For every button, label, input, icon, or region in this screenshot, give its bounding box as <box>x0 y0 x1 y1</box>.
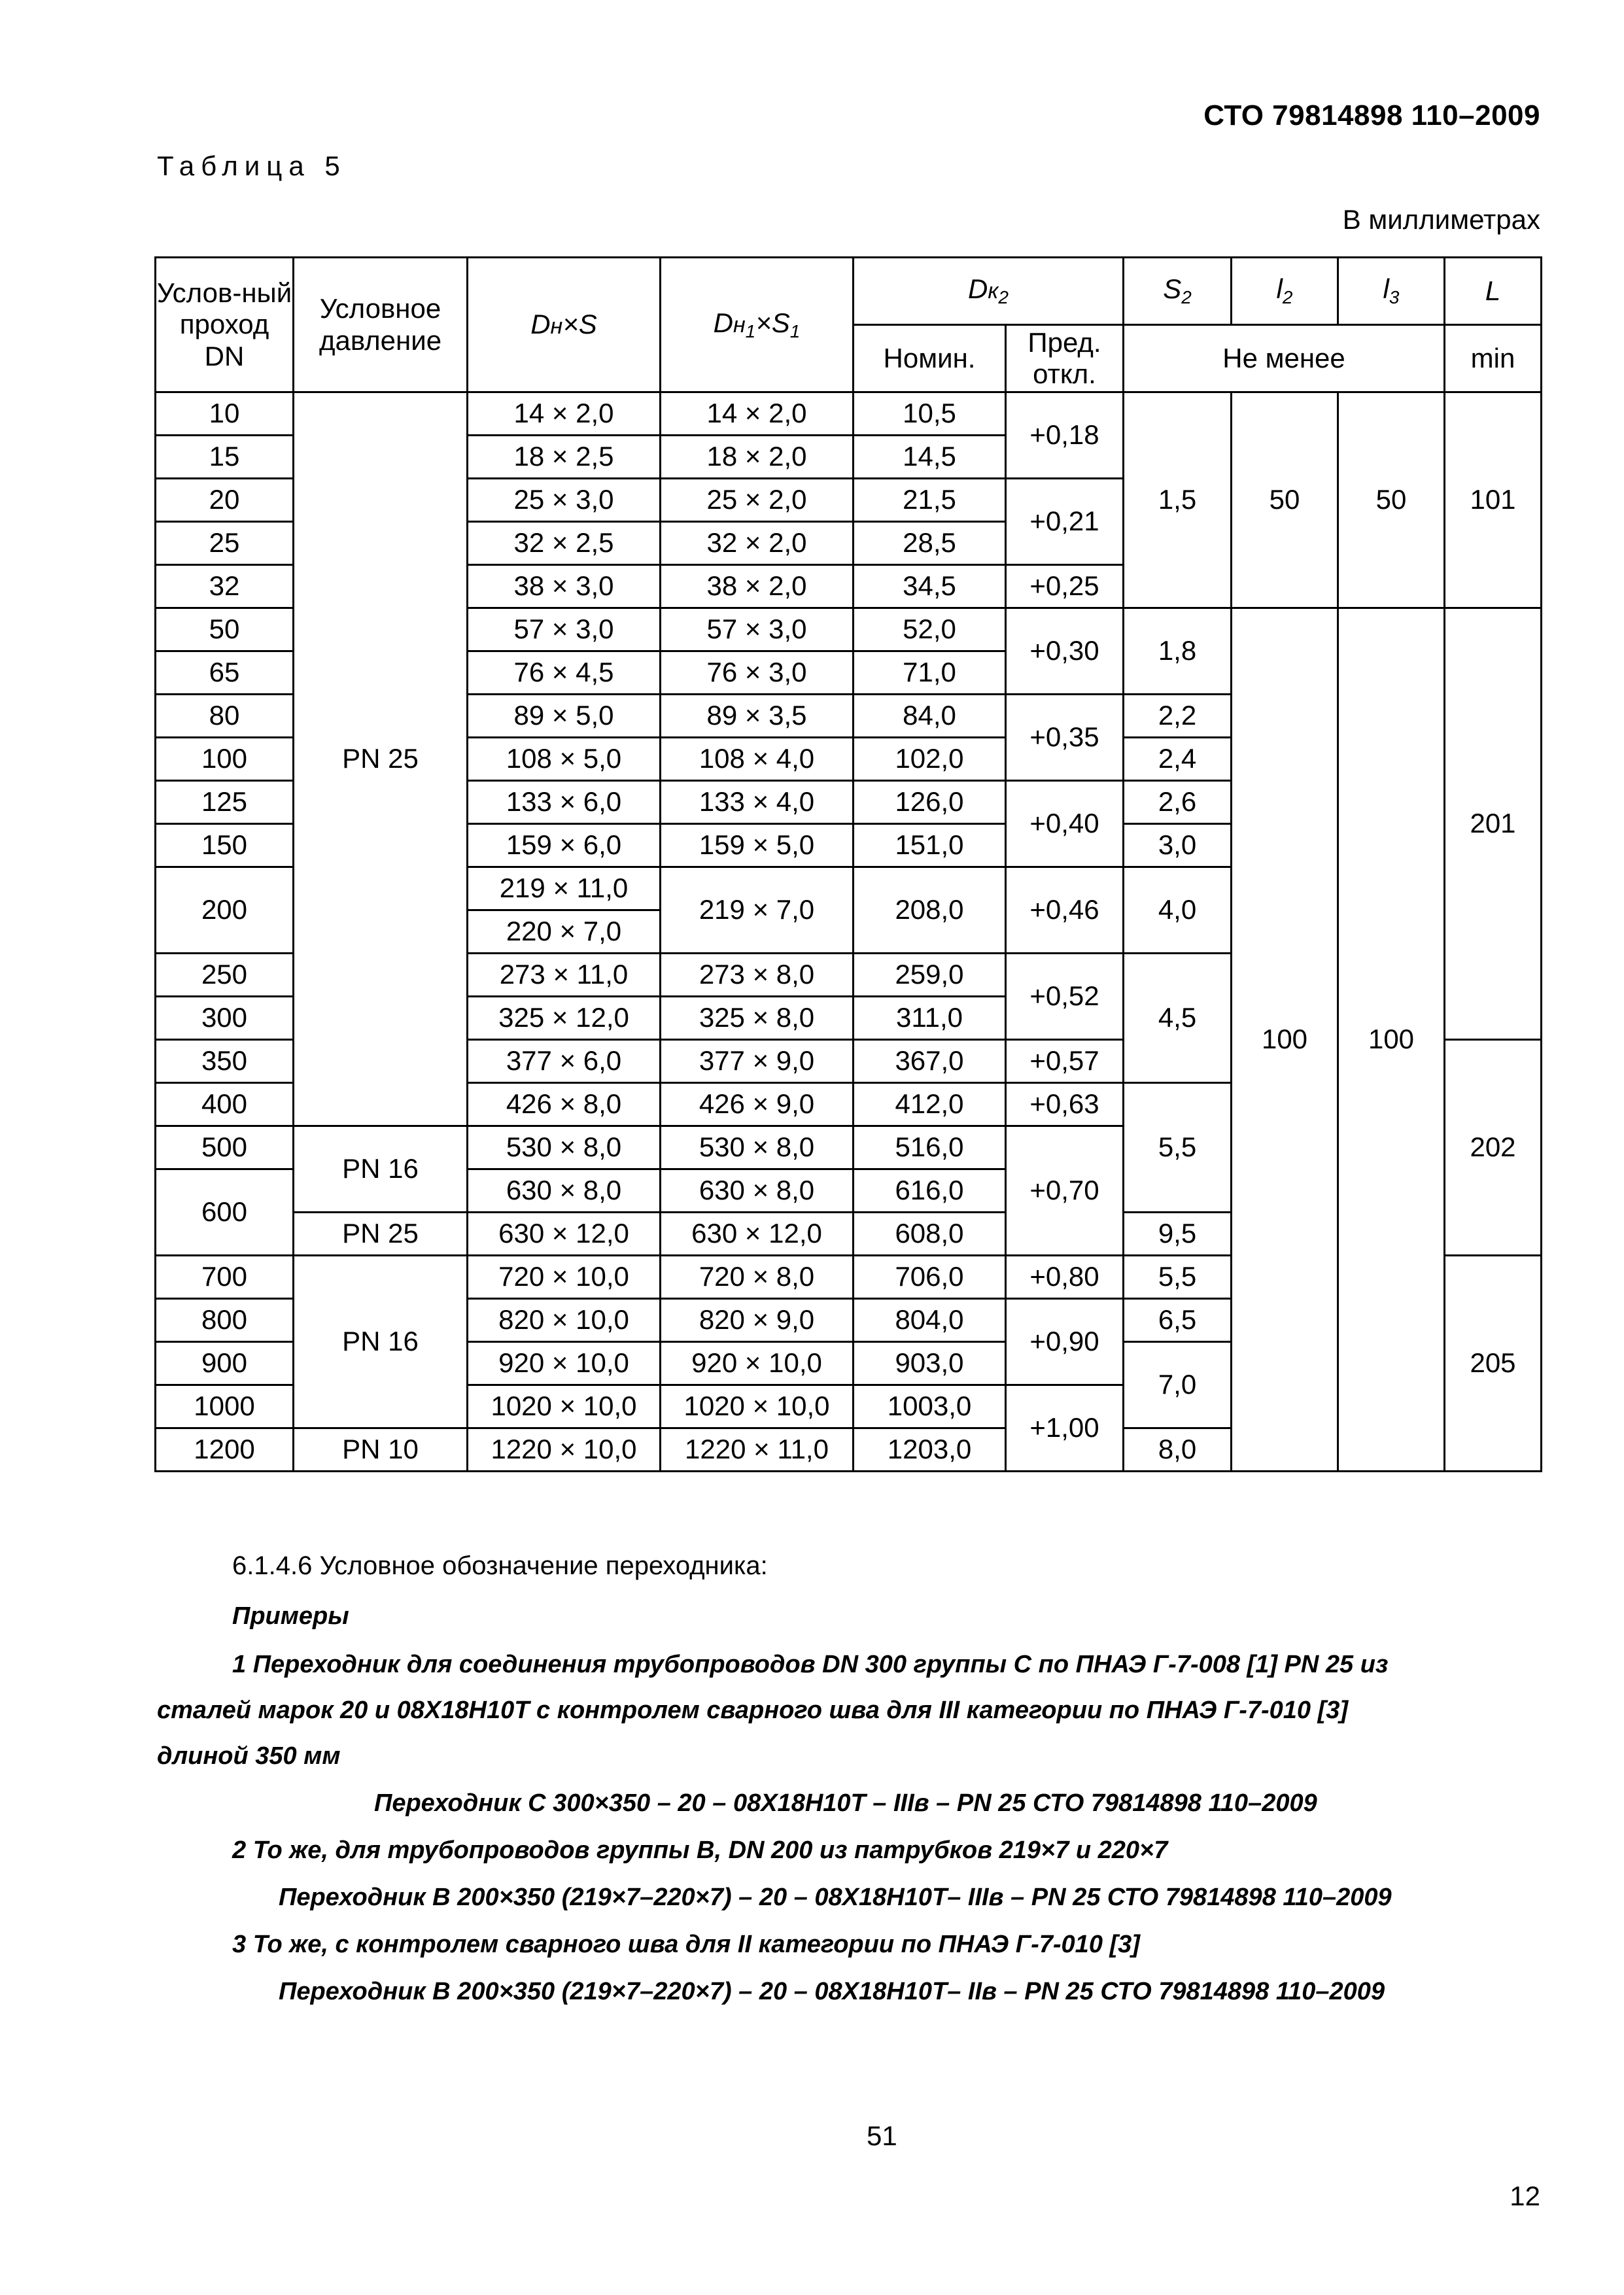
cell-dns: 14 × 2,0 <box>468 392 661 436</box>
cell-dn1s1: 32 × 2,0 <box>661 522 854 565</box>
clause-text: 6.1.4.6 Условное обозначение переходника: <box>232 1551 768 1580</box>
cell-nominal: 259,0 <box>854 954 1006 997</box>
dimensions-table <box>154 256 1542 1472</box>
header-min: min <box>1445 325 1542 392</box>
cell-pressure: PN 16 <box>294 1256 468 1428</box>
cell-dns: 273 × 11,0 <box>468 954 661 997</box>
cell-dn: 32 <box>156 565 294 608</box>
cell-nominal: 616,0 <box>854 1169 1006 1213</box>
cell-dn: 900 <box>156 1342 294 1385</box>
cell-deviation: +0,80 <box>1006 1256 1124 1299</box>
cell-dns: 25 × 3,0 <box>468 479 661 522</box>
table-caption: Таблица 5 <box>157 150 347 181</box>
cell-l2: 100 <box>1232 608 1338 1472</box>
cell-dn: 250 <box>156 954 294 997</box>
cell-dn1s1: 630 × 12,0 <box>661 1213 854 1256</box>
cell-dn: 500 <box>156 1126 294 1169</box>
cell-nominal: 21,5 <box>854 479 1006 522</box>
cell-dns: 89 × 5,0 <box>468 695 661 738</box>
cell-dn: 150 <box>156 824 294 867</box>
cell-dns: 219 × 11,0 <box>468 867 661 910</box>
cell-dns: 1020 × 10,0 <box>468 1385 661 1428</box>
cell-dn: 600 <box>156 1169 294 1256</box>
cell-nominal: 84,0 <box>854 695 1006 738</box>
cell-dn: 50 <box>156 608 294 651</box>
cell-s2: 4,5 <box>1124 954 1232 1083</box>
cell-dn1s1: 14 × 2,0 <box>661 392 854 436</box>
sheet-number: 12 <box>1510 2181 1540 2211</box>
cell-dns: 32 × 2,5 <box>468 522 661 565</box>
cell-nominal: 412,0 <box>854 1083 1006 1126</box>
cell-nominal: 52,0 <box>854 608 1006 651</box>
cell-dn1s1: 720 × 8,0 <box>661 1256 854 1299</box>
cell-l3: 50 <box>1338 392 1445 608</box>
cell-deviation: +0,52 <box>1006 954 1124 1040</box>
cell-s2: 1,8 <box>1124 608 1232 695</box>
example-3-designation: Переходник В 200×350 (219×7–220×7) – 20 – 08Х18Н10Т– IIв – PN 25 СТО 79814898 110–2009 <box>279 1978 1385 2005</box>
cell-dn1s1: 18 × 2,0 <box>661 436 854 479</box>
cell-s2: 5,5 <box>1124 1256 1232 1299</box>
cell-deviation: +0,40 <box>1006 781 1124 867</box>
table-row <box>156 392 1542 436</box>
cell-nominal: 367,0 <box>854 1040 1006 1083</box>
cell-deviation: +0,63 <box>1006 1083 1124 1126</box>
cell-deviation: +0,21 <box>1006 479 1124 565</box>
cell-deviation: +0,90 <box>1006 1299 1124 1385</box>
cell-s2: 5,5 <box>1124 1083 1232 1213</box>
cell-dn1s1: 57 × 3,0 <box>661 608 854 651</box>
cell-dn1s1: 38 × 2,0 <box>661 565 854 608</box>
cell-nominal: 516,0 <box>854 1126 1006 1169</box>
cell-L: 101 <box>1445 392 1542 608</box>
cell-nominal: 903,0 <box>854 1342 1006 1385</box>
cell-L: 205 <box>1445 1256 1542 1472</box>
cell-nominal: 1203,0 <box>854 1428 1006 1472</box>
cell-dns: 133 × 6,0 <box>468 781 661 824</box>
cell-dn1s1: 377 × 9,0 <box>661 1040 854 1083</box>
cell-s2: 3,0 <box>1124 824 1232 867</box>
cell-l3: 100 <box>1338 608 1445 1472</box>
cell-dn: 1200 <box>156 1428 294 1472</box>
cell-dn1s1: 219 × 7,0 <box>661 867 854 954</box>
cell-nominal: 804,0 <box>854 1299 1006 1342</box>
cell-nominal: 102,0 <box>854 738 1006 781</box>
cell-dn1s1: 630 × 8,0 <box>661 1169 854 1213</box>
header-dn1s1: $Dн_1\times S_1$ <box>661 258 854 392</box>
cell-dn: 20 <box>156 479 294 522</box>
cell-pressure: PN 10 <box>294 1428 468 1472</box>
cell-dn: 300 <box>156 997 294 1040</box>
cell-dn: 1000 <box>156 1385 294 1428</box>
example-1-line-2: сталей марок 20 и 08Х18Н10Т с контролем сварного шва для III категории по ПНАЭ Г-7-010 [3] <box>157 1697 1349 1724</box>
cell-L: 202 <box>1445 1040 1542 1256</box>
cell-dn: 400 <box>156 1083 294 1126</box>
cell-dns: 1220 × 10,0 <box>468 1428 661 1472</box>
cell-nominal: 608,0 <box>854 1213 1006 1256</box>
header-s2: $S_2$ <box>1124 258 1232 325</box>
units-note: В миллиметрах <box>1342 204 1540 235</box>
header-pressure: Условное давление <box>294 258 468 392</box>
cell-dns: 57 × 3,0 <box>468 608 661 651</box>
cell-pressure: PN 25 <box>294 1213 468 1256</box>
cell-dn: 25 <box>156 522 294 565</box>
cell-dn: 200 <box>156 867 294 954</box>
cell-deviation: +1,00 <box>1006 1385 1124 1472</box>
cell-dn1s1: 159 × 5,0 <box>661 824 854 867</box>
cell-dns: 18 × 2,5 <box>468 436 661 479</box>
header-nominal: Номин. <box>854 325 1006 392</box>
example-2-text: 2 То же, для трубопроводов группы В, DN 200 из патрубков 219×7 и 220×7 <box>232 1837 1168 1864</box>
cell-L: 201 <box>1445 608 1542 1040</box>
cell-deviation: +0,57 <box>1006 1040 1124 1083</box>
cell-dn1s1: 426 × 9,0 <box>661 1083 854 1126</box>
cell-deviation: +0,30 <box>1006 608 1124 695</box>
cell-dn: 80 <box>156 695 294 738</box>
cell-l2: 50 <box>1232 392 1338 608</box>
cell-s2: 7,0 <box>1124 1342 1232 1428</box>
header-not-less: Не менее <box>1124 325 1445 392</box>
examples-title: Примеры <box>232 1602 349 1630</box>
cell-dn1s1: 325 × 8,0 <box>661 997 854 1040</box>
cell-nominal: 311,0 <box>854 997 1006 1040</box>
cell-dn1s1: 1020 × 10,0 <box>661 1385 854 1428</box>
cell-deviation: +0,18 <box>1006 392 1124 479</box>
example-3-text: 3 То же, с контролем сварного шва для II категории по ПНАЭ Г-7-010 [3] <box>232 1931 1140 1958</box>
cell-pressure: PN 16 <box>294 1126 468 1213</box>
cell-dns: 426 × 8,0 <box>468 1083 661 1126</box>
cell-dn1s1: 25 × 2,0 <box>661 479 854 522</box>
cell-nominal: 71,0 <box>854 651 1006 695</box>
example-1-line-1: 1 Переходник для соединения трубопроводов DN 300 группы С по ПНАЭ Г-7-008 [1] PN 25 из <box>232 1651 1389 1678</box>
cell-dn1s1: 76 × 3,0 <box>661 651 854 695</box>
cell-nominal: 34,5 <box>854 565 1006 608</box>
cell-nominal: 10,5 <box>854 392 1006 436</box>
cell-s2: 9,5 <box>1124 1213 1232 1256</box>
cell-dns: 630 × 8,0 <box>468 1169 661 1213</box>
cell-dns: 377 × 6,0 <box>468 1040 661 1083</box>
cell-dn1s1: 89 × 3,5 <box>661 695 854 738</box>
cell-dn: 350 <box>156 1040 294 1083</box>
example-1-line-3: длиной 350 мм <box>157 1742 341 1770</box>
cell-dn: 65 <box>156 651 294 695</box>
cell-dn1s1: 920 × 10,0 <box>661 1342 854 1385</box>
table-header-row <box>156 258 1542 325</box>
cell-dns: 920 × 10,0 <box>468 1342 661 1385</box>
cell-s2: 2,4 <box>1124 738 1232 781</box>
header-deviation: Пред. откл. <box>1006 325 1124 392</box>
example-1-designation: Переходник С 300×350 – 20 – 08Х18Н10Т – IIIв – PN 25 СТО 79814898 110–2009 <box>374 1789 1317 1817</box>
header-l2: $l_2$ <box>1232 258 1338 325</box>
header-dn: Услов-ный проход DN <box>156 258 294 392</box>
cell-dn1s1: 820 × 9,0 <box>661 1299 854 1342</box>
cell-s2: 1,5 <box>1124 392 1232 608</box>
cell-s2: 8,0 <box>1124 1428 1232 1472</box>
cell-deviation: +0,70 <box>1006 1126 1124 1256</box>
example-2-designation: Переходник В 200×350 (219×7–220×7) – 20 – 08Х18Н10Т– IIIв – PN 25 СТО 79814898 110–2009 <box>279 1884 1392 1911</box>
header-L: L <box>1445 258 1542 325</box>
cell-deviation: +0,46 <box>1006 867 1124 954</box>
cell-dns: 630 × 12,0 <box>468 1213 661 1256</box>
header-dns: Dн×S <box>468 258 661 392</box>
cell-deviation: +0,35 <box>1006 695 1124 781</box>
cell-dn1s1: 108 × 4,0 <box>661 738 854 781</box>
cell-dns: 76 × 4,5 <box>468 651 661 695</box>
cell-s2: 4,0 <box>1124 867 1232 954</box>
cell-dn1s1: 530 × 8,0 <box>661 1126 854 1169</box>
cell-nominal: 208,0 <box>854 867 1006 954</box>
cell-nominal: 151,0 <box>854 824 1006 867</box>
cell-s2: 6,5 <box>1124 1299 1232 1342</box>
cell-dns: 38 × 3,0 <box>468 565 661 608</box>
cell-dns: 159 × 6,0 <box>468 824 661 867</box>
cell-dn: 10 <box>156 392 294 436</box>
cell-dn1s1: 273 × 8,0 <box>661 954 854 997</box>
cell-s2: 2,6 <box>1124 781 1232 824</box>
cell-dns: 530 × 8,0 <box>468 1126 661 1169</box>
cell-dn: 100 <box>156 738 294 781</box>
cell-dn: 125 <box>156 781 294 824</box>
cell-dns: 720 × 10,0 <box>468 1256 661 1299</box>
cell-dns: 325 × 12,0 <box>468 997 661 1040</box>
document-code: СТО 79814898 110–2009 <box>1203 99 1540 131</box>
cell-deviation: +0,25 <box>1006 565 1124 608</box>
cell-dns: 220 × 7,0 <box>468 910 661 954</box>
cell-dn1s1: 1220 × 11,0 <box>661 1428 854 1472</box>
cell-dn1s1: 133 × 4,0 <box>661 781 854 824</box>
cell-dn: 800 <box>156 1299 294 1342</box>
cell-dns: 108 × 5,0 <box>468 738 661 781</box>
cell-nominal: 706,0 <box>854 1256 1006 1299</box>
cell-dns: 820 × 10,0 <box>468 1299 661 1342</box>
page-number: 51 <box>867 2120 897 2151</box>
cell-nominal: 1003,0 <box>854 1385 1006 1428</box>
cell-nominal: 14,5 <box>854 436 1006 479</box>
cell-nominal: 28,5 <box>854 522 1006 565</box>
header-l3: $l_3$ <box>1338 258 1445 325</box>
cell-dn: 700 <box>156 1256 294 1299</box>
cell-dn: 15 <box>156 436 294 479</box>
cell-nominal: 126,0 <box>854 781 1006 824</box>
cell-pressure: PN 25 <box>294 392 468 1126</box>
cell-s2: 2,2 <box>1124 695 1232 738</box>
header-dk2: $Dк_2$ <box>854 258 1124 325</box>
